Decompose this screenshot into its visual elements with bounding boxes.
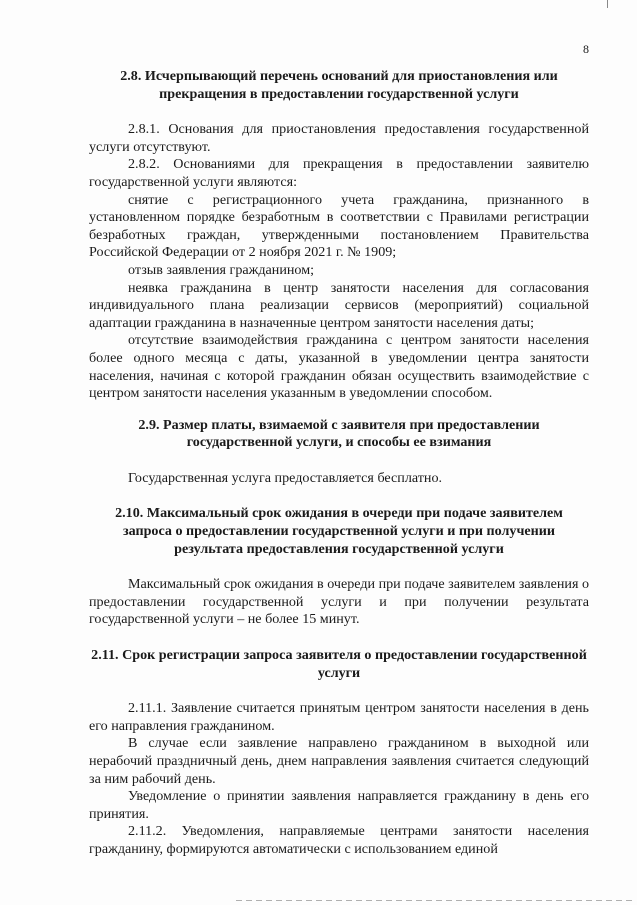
page-number: 8	[583, 42, 589, 56]
document-body	[89, 68, 589, 859]
paragraph-2-8-1: 2.8.1. Основания для приостановления предоставления государственной услуги отсутствуют.	[89, 121, 589, 155]
paragraph-free-service: Государственная услуга предоставляется бесплатно.	[128, 469, 443, 486]
paragraph-weekend-submission: В случае если заявление направлено гражданином в выходной или нерабочий праздничный день, днем направления заявления считается следующий за ним рабочий день.	[89, 735, 589, 787]
paragraph-acceptance-notice: Уведомление о принятии заявления направляется гражданину в день его принятия.	[89, 788, 589, 822]
paragraph-max-wait: Максимальный срок ожидания в очереди при подаче заявителем заявления о предоставлении государственной услуги и при получении результата государственной услуги – не более 15 минут.	[89, 576, 590, 628]
paragraph-no-show: неявка гражданина в центр занятости населения для согласования индивидуального плана реализации сервисов (мероприятий) социальной адаптации гражданина в назначенные центром занятости населения даты;	[89, 279, 589, 331]
section-2-10-heading: 2.10. Максимальный срок ожидания в очереди при подаче заявителем запроса о предоставлении государственной услуги и при получении результата предоставления государственной услуги	[115, 505, 563, 557]
section-2-11-heading: 2.11. Срок регистрации запроса заявителя о предоставлении государственной услуги	[91, 647, 587, 681]
paragraph-2-8-2: 2.8.2. Основаниями для прекращения в предоставлении заявителю государственной услуги являются:	[89, 156, 589, 190]
paragraph-no-interaction: отсутствие взаимодействия гражданина с центром занятости населения более одного месяца с даты, указанной в уведомлении центра занятости населения, начиная с которой гражданин обязан осуществить взаимодействие с центром занятости населения указанным в уведомлении способом.	[89, 332, 589, 402]
section-2-9-heading: 2.9. Размер платы, взимаемой с заявителя при предоставлении государственной услуги, и способы ее взимания	[138, 416, 540, 451]
scan-bottom-edge	[236, 900, 634, 901]
paragraph-2-11-2: 2.11.2. Уведомления, направляемые центрами занятости населения гражданину, формируются автоматически с использованием единой	[89, 823, 589, 857]
paragraph-deregistration: снятие с регистрационного учета гражданина, признанного в установленном порядке безработным в соответствии с Правилами регистрации безработных граждан, утвержденными постановлением Правительства Российской Федерации от 2 ноября 2021 г. № 1909;	[89, 191, 589, 261]
paragraph-2-11-1: 2.11.1. Заявление считается принятым центром занятости населения в день его направления гражданином.	[89, 700, 589, 734]
paragraph-withdrawal: отзыв заявления гражданином;	[128, 261, 315, 278]
scan-edge-mark	[607, 0, 608, 8]
section-2-8-heading: 2.8. Исчерпывающий перечень оснований для приостановления или прекращения в предоставлении государственной услуги	[120, 68, 558, 102]
